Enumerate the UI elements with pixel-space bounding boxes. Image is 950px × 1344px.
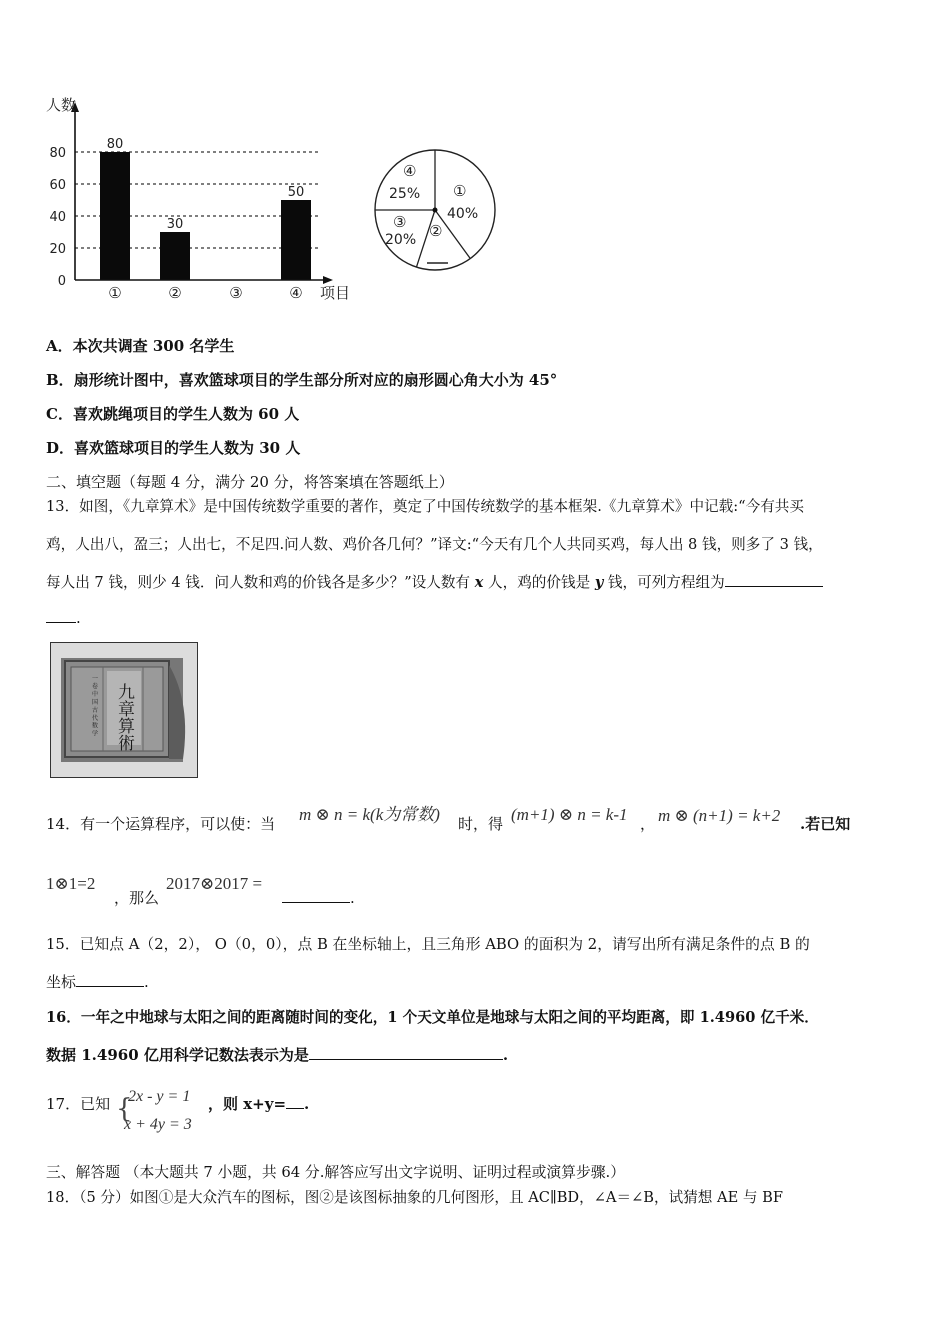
bar-data-label: 50 — [287, 185, 305, 200]
q15-line-1: 15．已知点 A（2，2）， O（0，0），点 B 在坐标轴上，且三角形 ABO 的面积为 2，请写出所有满足条件的点 B 的 — [46, 936, 810, 953]
x-tick-label: ② — [168, 284, 182, 302]
q17-tail: ，则 x+y= . — [208, 1095, 310, 1113]
bar-chart — [40, 92, 360, 307]
q18-line-1: 18．（5 分）如图①是大众汽车的图标，图②是该图标抽象的几何图形，且 AC∥BD，∠A＝∠B，试猜想 AE 与 BF — [46, 1189, 783, 1206]
q16-line-2: 数据 1.4960 亿用科学记数法表示为是 . — [46, 1046, 509, 1064]
pie-percent-1: 40% — [447, 206, 479, 222]
q16-answer-blank[interactable] — [309, 1045, 503, 1060]
q13-line-2: 鸡，人出八，盈三；人出七，不足四.问人数、鸡价各几何？”译文:“今天有几个人共同买鸡，每人出 8 钱，则多了 3 钱， — [46, 536, 823, 553]
option-d: D．喜欢篮球项目的学生人数为 30 人 — [46, 439, 301, 457]
x-tick-label: ③ — [229, 284, 243, 302]
q13-answer-blank[interactable] — [725, 572, 823, 587]
section-2-heading: 二、填空题（每题 4 分，满分 20 分，将答案填在答题纸上） — [46, 473, 454, 491]
y-tick-label: 20 — [49, 242, 66, 257]
q13-answer-blank-cont[interactable] — [46, 608, 76, 623]
q14-answer: . — [282, 888, 355, 908]
bar-data-label: 30 — [166, 217, 184, 232]
q13-line-4: . — [46, 608, 81, 628]
bar-1 — [100, 152, 130, 280]
book-photo — [50, 642, 198, 778]
q13-line-3: 每人出 7 钱，则少 4 钱．问人数和鸡的价钱各是多少？”设人数有 x 人，鸡的价钱是 y 钱，可列方程组为 — [46, 572, 823, 593]
pie-label-1: ① — [453, 182, 467, 200]
x-tick-label: ① — [108, 284, 122, 302]
section-3-heading: 三、解答题 （本大题共 7 小题，共 64 分.解答应写出文字说明、证明过程或演算步骤.） — [46, 1164, 626, 1181]
q14-expr-1: m ⊗ n = k(k为常数) — [299, 805, 440, 824]
pie-label-4: ④ — [403, 162, 417, 180]
q14-answer-blank[interactable] — [282, 888, 350, 903]
bar-4 — [281, 200, 311, 280]
q17-brace: { — [116, 1094, 133, 1124]
pie-chart — [365, 140, 505, 280]
q13-line-1: 13．如图，《九章算术》是中国传统数学重要的著作，奠定了中国传统数学的基本框架.《九章算术》中记载:“今有共买 — [46, 498, 804, 515]
option-c: C．喜欢跳绳项目的学生人数为 60 人 — [46, 405, 300, 423]
pie-center — [433, 208, 438, 213]
q14-sep: ， — [640, 815, 656, 833]
x-tick-label: ④ — [289, 284, 303, 302]
y-tick-label: 40 — [49, 210, 66, 225]
q14-mid-2: ，那么 — [114, 889, 160, 907]
option-a: A．本次共调查 300 名学生 — [46, 337, 235, 355]
q17-answer-blank[interactable] — [286, 1094, 304, 1109]
q17-eq-1: 2x - y = 1 — [128, 1088, 191, 1105]
q14-expr-2: (m+1) ⊗ n = k-1 — [511, 805, 628, 824]
book-subtitle: 一 卷 中 国 古 代 数 学 — [90, 675, 98, 737]
q15-answer-blank[interactable] — [76, 972, 144, 987]
q14-expr-4: 1⊗1=2 — [46, 874, 96, 893]
option-b: B．扇形统计图中，喜欢篮球项目的学生部分所对应的扇形圆心角大小为 45° — [46, 371, 558, 389]
pie-label-3: ③ — [393, 213, 407, 231]
q15-line-2: 坐标 . — [46, 973, 149, 991]
y-tick-label: 0 — [57, 274, 66, 289]
pie-percent-4: 25% — [389, 186, 421, 202]
q16-line-1: 16．一年之中地球与太阳之间的距离随时间的变化，1 个天文单位是地球与太阳之间的平均距离，即 1.4960 亿千米． — [46, 1009, 819, 1026]
bar-data-label: 80 — [106, 137, 124, 152]
y-tick-label: 80 — [49, 146, 66, 161]
q14-tail: .若已知 — [800, 815, 851, 833]
y-tick-label: 60 — [49, 178, 66, 193]
q14-expr-5: 2017⊗2017 = — [166, 874, 263, 893]
bar-2 — [160, 232, 190, 280]
q14-mid-1: 时，得 — [458, 815, 504, 833]
q17-eq-2: x + 4y = 3 — [124, 1116, 192, 1133]
pie-percent-3: 20% — [385, 232, 417, 248]
q14-line-1: 14．有一个运算程序，可以使：当 — [46, 815, 276, 833]
pie-label-2: ② — [429, 222, 443, 240]
q14-expr-3: m ⊗ (n+1) = k+2 — [658, 806, 781, 825]
x-axis-label: 项目 — [320, 284, 351, 302]
y-axis-label: 人数 — [46, 96, 77, 114]
x-axis-arrow — [323, 276, 333, 284]
book-title: 九章算術 — [114, 683, 134, 751]
q17-lead: 17．已知 — [46, 1095, 111, 1113]
